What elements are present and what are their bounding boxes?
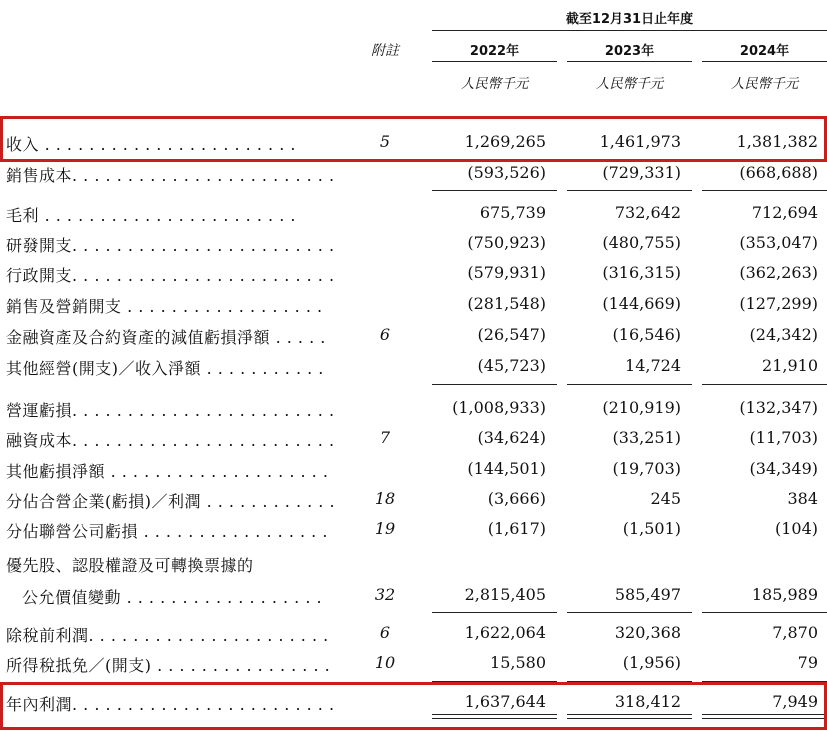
value-2023: (316,315) [602,263,681,282]
year-heading-2023: 2023年 [604,44,655,59]
row-label: 其他經營(開支)／收入淨額 . . . . . . . . . . . [6,359,324,378]
rule-after-other-operating-2023 [567,384,692,385]
value-2022: 1,269,265 [464,132,546,151]
rule-after-other-operating-2022 [432,384,557,385]
row-note: 19 [374,519,396,538]
row-operating-loss [0,394,827,423]
value-2024: (132,347) [739,398,818,417]
value-2022: (1,617) [487,519,546,538]
row-label: 公允價值變動 . . . . . . . . . . . . . . . . . . [22,588,323,607]
value-2024: (362,263) [739,263,818,282]
row-other-operating [0,352,827,381]
rule-after-other-operating-2024 [702,384,827,385]
row-note: 10 [374,653,396,672]
row-finance-costs [0,424,827,453]
value-2022: (26,547) [477,325,546,344]
unit-label-2022: 人民幣千元 [460,76,529,92]
year-underline-2022 [432,61,557,62]
value-2022: 15,580 [490,653,546,672]
value-2023: 320,368 [614,623,681,642]
value-2022: (1,008,933) [452,398,546,417]
value-2023: (16,546) [612,325,681,344]
value-2024: (11,703) [749,428,818,447]
row-label: 除稅前利潤. . . . . . . . . . . . . . . . . . . . . . [6,626,329,645]
value-2022: 1,622,064 [464,623,546,642]
row-impairment-losses [0,321,827,350]
rule-after-cost-of-sales-2024 [702,190,827,191]
row-label: 銷售成本. . . . . . . . . . . . . . . . . . . . . . . . [6,166,335,185]
row-share-of-jv [0,485,827,514]
row-label: 其他虧損淨額 . . . . . . . . . . . . . . . . . . . . [6,462,329,481]
value-2023: (480,755) [602,233,681,252]
row-gross-profit [0,199,827,228]
row-rnd-expenses [0,229,827,258]
value-2022: 1,637,644 [464,692,546,711]
value-2022: (144,501) [467,459,546,478]
year-underline-2024 [702,61,827,62]
value-2022: (34,624) [477,428,546,447]
row-note: 18 [374,489,396,508]
row-label: 銷售及營銷開支 . . . . . . . . . . . . . . . . . . [6,297,323,316]
row-note: 32 [374,585,396,604]
row-label: 收入 . . . . . . . . . . . . . . . . . . . . . . . [6,135,296,154]
value-2024: 21,910 [762,356,818,375]
value-2024: (353,047) [739,233,818,252]
value-2024: 79 [797,653,818,672]
value-2024: 7,949 [772,692,818,711]
year-heading-2024: 2024年 [739,44,790,59]
value-2023: (1,501) [622,519,681,538]
value-2023: 245 [650,489,681,508]
value-2022: (45,723) [477,356,546,375]
row-note: 7 [379,428,391,447]
value-2023: 318,412 [614,692,681,711]
rule-after-fair-value-2023 [567,612,692,613]
rule-after-cost-of-sales-2022 [432,190,557,191]
value-2023: (144,669) [602,294,681,313]
value-2023: 14,724 [625,356,681,375]
row-other-losses [0,455,827,484]
value-2024: 384 [787,489,818,508]
value-2023: 585,497 [614,585,681,604]
row-label: 優先股、認股權證及可轉換票據的 [6,556,254,575]
row-note: 6 [379,623,391,642]
value-2023: (729,331) [602,163,681,182]
value-2024: (34,349) [749,459,818,478]
value-2022: (579,931) [467,263,546,282]
row-label: 營運虧損. . . . . . . . . . . . . . . . . . . . . . . . [6,401,335,420]
row-label: 行政開支. . . . . . . . . . . . . . . . . . . . . . . . [6,266,335,285]
row-label: 所得稅抵免／(開支) . . . . . . . . . . . . . . . . [6,656,331,675]
value-2022: (593,526) [467,163,546,182]
row-share-of-associates [0,515,827,544]
year-underline-2023 [567,61,692,62]
value-2024: (668,688) [739,163,818,182]
value-2024: 7,870 [772,623,818,642]
value-2023: (33,251) [612,428,681,447]
row-admin-expenses [0,259,827,288]
rule-after-cost-of-sales-2023 [567,190,692,191]
value-2023: (210,919) [602,398,681,417]
value-2024: 712,694 [751,203,818,222]
row-income-tax [0,649,827,678]
row-fair-value-changes [0,581,827,610]
row-profit-before-tax [0,619,827,648]
year-heading-2022: 2022年 [469,44,520,59]
value-2023: 732,642 [614,203,681,222]
row-label: 融資成本. . . . . . . . . . . . . . . . . . . . . . . . [6,431,335,450]
row-note: 6 [379,325,391,344]
row-label: 金融資產及合約資產的減值虧損淨額 . . . . . [6,328,326,347]
value-2022: 2,815,405 [464,585,546,604]
rule-after-fair-value-2022 [432,612,557,613]
value-2024: (24,342) [749,325,818,344]
highlight-box-revenue [0,116,827,162]
row-label: 分佔合營企業(虧損)／利潤 . . . . . . . . . . . . [6,492,336,511]
value-2024: (127,299) [739,294,818,313]
value-2024: (104) [774,519,818,538]
unit-label-2024: 人民幣千元 [730,76,799,92]
period-heading: 截至12月31日止年度 [565,12,694,27]
row-label: 年內利潤. . . . . . . . . . . . . . . . . . . . . . . . [6,695,335,714]
row-fair-value-heading [0,549,827,578]
value-2023: 1,461,973 [599,132,681,151]
value-2022: (281,548) [467,294,546,313]
row-label: 分佔聯營公司虧損 . . . . . . . . . . . . . . . . . [6,522,328,541]
value-2022: (3,666) [487,489,546,508]
value-2022: 675,739 [479,203,546,222]
row-cost-of-sales [0,159,827,188]
value-2024: 1,381,382 [736,132,818,151]
rule-after-fair-value-2024 [702,612,827,613]
note-column-heading: 附註 [371,43,399,59]
value-2024: 185,989 [751,585,818,604]
row-note: 5 [379,132,391,151]
value-2023: (1,956) [622,653,681,672]
unit-label-2023: 人民幣千元 [595,76,664,92]
row-label: 研發開支. . . . . . . . . . . . . . . . . . . . . . . . [6,236,335,255]
value-2023: (19,703) [612,459,681,478]
row-label: 毛利 . . . . . . . . . . . . . . . . . . . . . . . [6,206,296,225]
value-2022: (750,923) [467,233,546,252]
period-underline [432,30,827,31]
highlight-box-profit-for-year [0,682,827,730]
row-selling-expenses [0,290,827,319]
